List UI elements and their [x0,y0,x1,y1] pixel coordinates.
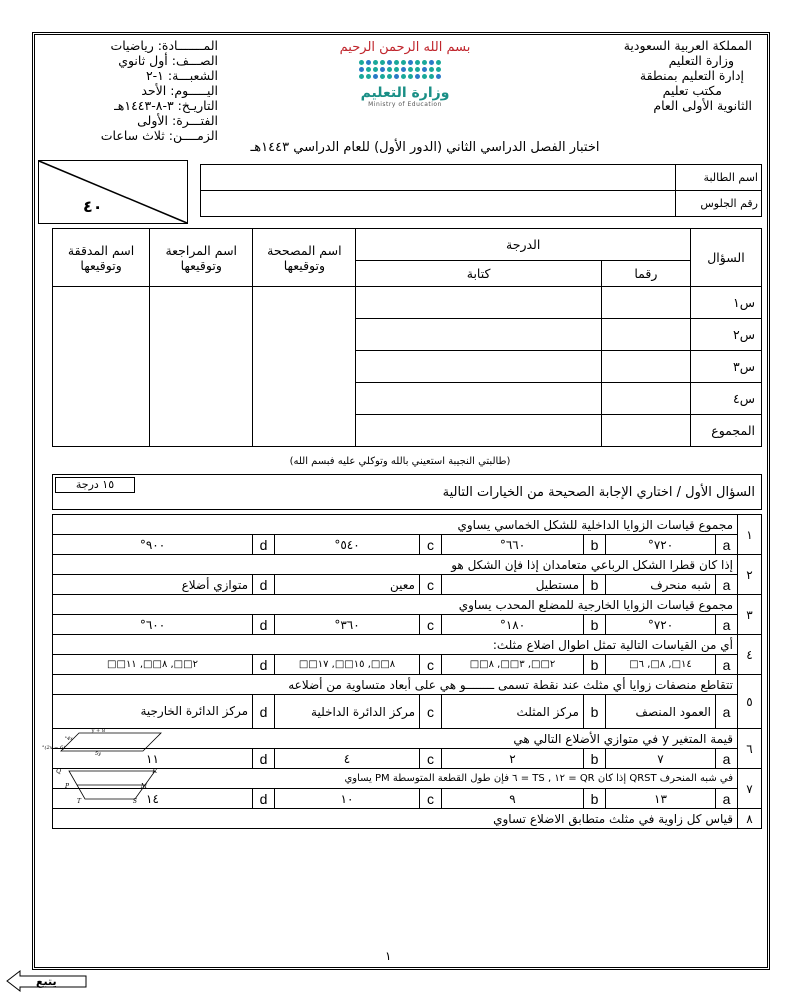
logo-english-text: Ministry of Education [368,101,442,108]
blessing-text: (طالبتي النجيبة استعيني بالله وتوكلي عليه فبسم الله) [289,456,511,467]
subject-label: المـــــــادة: رياضيات [110,38,218,53]
option-c[interactable]: ٨□□, ١٥□□, ١٧□□ [275,655,420,675]
question-stem: مجموع قياسات الزوايا الداخلية للشكل الخماسي يساوي [53,515,738,535]
grade-digit-cell[interactable] [601,383,690,415]
option-a[interactable]: شبه منحرف [606,575,716,595]
question-number: ٢ [738,555,762,595]
option-c[interactable]: مركز الدائرة الداخلية [275,695,420,729]
period-label: الفتـــرة: الأولى [137,113,218,128]
school-label: الثانوية الأولى العام [653,98,752,113]
option-c[interactable]: معين [275,575,420,595]
words-col-header: كتابة [356,261,601,287]
grades-table [52,228,762,447]
corrector-col-header: اسم المصححة وتوقيعها [253,229,356,287]
ministry-label: وزارة التعليم [668,53,734,68]
grade-row-label: س٤ [690,383,761,415]
option-letter: d [253,695,275,729]
question-number: ٤ [738,635,762,675]
question-number: ٣ [738,595,762,635]
option-d[interactable]: مركز الدائرة الخارجية [53,695,253,729]
digits-col-header: رقما [601,261,690,287]
student-name-field[interactable] [201,165,676,191]
option-letter: b [584,749,606,769]
grade-row-label: س٢ [690,319,761,351]
option-letter: c [420,695,442,729]
grade-word-cell[interactable] [356,415,601,447]
option-b[interactable]: ٩ [442,789,584,809]
section1-marks: ١٥ درجة [55,477,135,493]
option-letter: b [584,655,606,675]
option-letter: c [420,789,442,809]
option-b[interactable]: مركز المثلث [442,695,584,729]
fig7-r-label: R [152,768,157,775]
question-stem-text: قيمة المتغير y في متوازي الأضلاع التالي هي [513,731,733,746]
logo-dots-icon [359,60,465,79]
option-letter: b [584,695,606,729]
header-left [38,38,218,143]
basmala: بسم الله الرحمن الرحيم [339,40,471,55]
question-stem: تتقاطع منصفات زوايا أي مثلث عند نقطة تسمى ــــــــو هي على أبعاد متساوية من أضلاعه [53,675,738,695]
ministry-logo [345,60,465,108]
option-letter: a [716,789,738,809]
follow-label: يتبع [36,975,57,988]
option-letter: a [716,575,738,595]
seat-number-field[interactable] [201,191,676,217]
grade-col-header: الدرجة [356,229,690,261]
option-letter: d [253,575,275,595]
follow-arrow [6,970,88,992]
grade-row-label: س٣ [690,351,761,383]
question-number: ١ [738,515,762,555]
parallelogram-figure-icon [42,727,167,757]
question-number: ٥ [738,675,762,729]
grade-digit-cell[interactable] [601,351,690,383]
fig7-s-label: S [132,798,137,805]
grade-row-label: س١ [690,287,761,319]
fig6-top-label: y + 8 [91,728,105,734]
question-number: ٧ [738,769,762,809]
section1-header [52,474,762,510]
grade-level-label: الصـــف: أول ثانوي [118,53,218,68]
grade-digit-cell[interactable] [601,287,690,319]
grade-word-cell[interactable] [356,383,601,415]
fig6-angle2-label: (2x − 6)° [42,745,65,751]
question-stem-text: في شبه المنحرف QRST إذا كان QR = ١٢ , TS = ٦ فإن طول القطعة المتوسطة PM يساوي [344,773,733,784]
option-letter: a [716,535,738,555]
option-d[interactable]: ١١ [53,749,253,769]
option-letter: a [716,749,738,769]
question-stem [42,728,738,757]
option-c[interactable]: ٤ [275,749,420,769]
trapezoid-figure-icon [57,767,167,803]
option-d[interactable]: ٩٠٠° [53,535,253,555]
option-letter: c [420,575,442,595]
option-letter: a [716,695,738,729]
option-letter: c [420,655,442,675]
header-right [624,38,752,113]
grade-word-cell[interactable] [356,351,601,383]
option-letter: b [584,789,606,809]
option-letter: b [584,575,606,595]
option-a[interactable]: العمود المنصف [606,695,716,729]
total-mark: ٤٠ [83,197,103,216]
option-b[interactable]: ١٨٠° [442,615,584,635]
reviewer-signature-cell[interactable] [150,287,253,447]
option-d[interactable]: ٢□□, ٨□□, ١١□□ [53,655,253,675]
option-b[interactable]: ٢ [442,749,584,769]
corrector-signature-cell[interactable] [253,287,356,447]
question-col-header: السؤال [690,229,761,287]
exam-title: اختبار الفصل الدراسي الثاني (الدور الأول) للعام الدراسي ١٤٤٣هـ [250,140,600,155]
student-name-label: اسم الطالبة [676,165,762,191]
option-letter: d [253,749,275,769]
option-a[interactable]: ٧ [606,749,716,769]
grade-word-cell[interactable] [356,319,601,351]
question-stem: إذا كان قطرا الشكل الرباعي متعامدان إذا فإن الشكل هو [53,555,738,575]
option-b[interactable]: ٦٦٠° [442,535,584,555]
fig7-q-label: Q [56,768,61,775]
option-letter: c [420,535,442,555]
option-letter: d [253,655,275,675]
grade-digit-cell[interactable] [601,319,690,351]
education-admin-label: إدارة التعليم بمنطقة [639,68,744,83]
fig7-t-label: T [76,798,81,805]
reviewer-col-header: اسم المراجعة وتوقيعها [150,229,253,287]
page-number: ١ [385,949,392,963]
fig6-angle-label: 4x° [64,736,73,742]
section1-title: السؤال الأول / اختاري الإجابة الصحيحة من الخيارات التالية [442,485,755,500]
option-letter: c [420,615,442,635]
duration-label: الزمــــن: ثلاث ساعات [100,128,218,143]
grade-row-label: المجموع [690,415,761,447]
option-letter: d [253,615,275,635]
option-d[interactable]: متوازي أضلاع [53,575,253,595]
option-letter: d [253,535,275,555]
office-label: مكتب تعليم [662,83,722,98]
grade-digit-cell[interactable] [601,415,690,447]
option-b[interactable]: ٢□□, ٣□□, ٨□□ [442,655,584,675]
auditor-signature-cell[interactable] [53,287,150,447]
seat-number-label: رقم الجلوس [676,191,762,217]
option-letter: b [584,615,606,635]
option-a[interactable]: ٧٢٠° [606,615,716,635]
option-c[interactable]: ١٠ [275,789,420,809]
question-stem: مجموع قياسات الزوايا الخارجية للمضلع المحدب يساوي [53,595,738,615]
option-b[interactable]: مستطيل [442,575,584,595]
logo-arabic-text: وزارة التعليم [360,85,450,101]
option-c[interactable]: ٥٤٠° [275,535,420,555]
option-a[interactable]: ١٤□, ٨□, ٦□ [606,655,716,675]
option-letter: a [716,655,738,675]
question-stem: أي من القياسات التالية تمثل اطوال اضلاع مثلث: [53,635,738,655]
option-letter: c [420,749,442,769]
question-stem: قياس كل زاوية في مثلث متطابق الاضلاع تساوي [53,809,738,829]
option-letter: b [584,535,606,555]
grade-word-cell[interactable] [356,287,601,319]
fig7-p-label: P [64,783,69,790]
total-mark-box [38,160,188,224]
diagonal-line-icon [39,161,187,223]
question-number: ٦ [738,729,762,769]
date-label: التاريـخ: ٣-٨-١٤٤٣هـ [114,98,218,113]
option-a[interactable]: ١٣ [606,789,716,809]
student-info-table [200,164,762,217]
fig6-bottom-label: 5y [94,751,101,757]
option-c[interactable]: ٣٦٠° [275,615,420,635]
auditor-col-header: اسم المدققة وتوقيعها [53,229,150,287]
option-a[interactable]: ٧٢٠° [606,535,716,555]
option-letter: a [716,615,738,635]
day-label: اليـــــوم: الأحد [141,83,218,98]
questions-table [42,514,762,829]
question-number: ٨ [738,809,762,829]
option-d[interactable]: ١٤ [53,789,253,809]
class-label: الشعبـــة: ١-٢ [145,68,218,83]
option-d[interactable]: ٦٠٠° [53,615,253,635]
fig7-m-label: M [140,783,147,790]
kingdom-label: المملكة العربية السعودية [623,38,752,53]
option-letter: d [253,789,275,809]
